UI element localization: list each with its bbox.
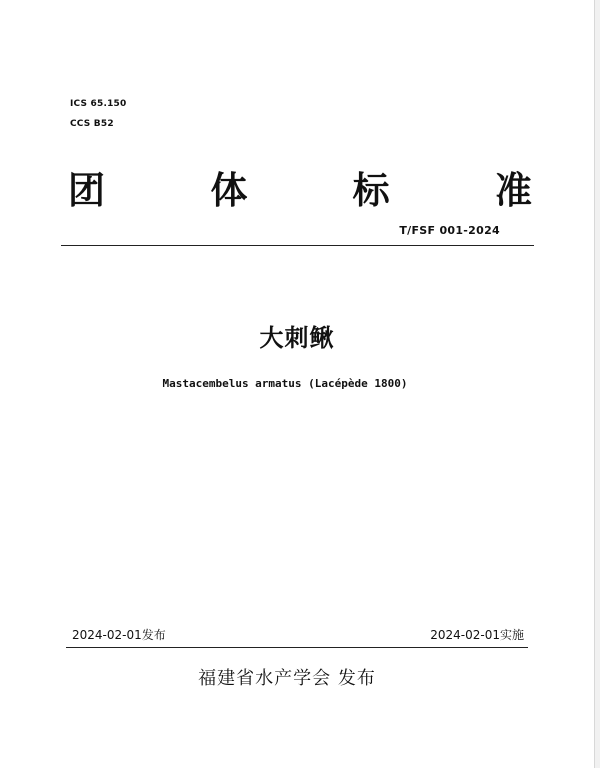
top-divider xyxy=(61,245,534,246)
doc-type-char: 标 xyxy=(352,168,390,212)
ccs-code: CCS B52 xyxy=(70,119,114,129)
doc-type-char: 团 xyxy=(68,168,105,212)
bottom-divider xyxy=(66,647,528,648)
page-edge xyxy=(594,0,600,768)
implement-date: 2024-02-01实施 xyxy=(430,628,524,642)
publisher: 福建省水产学会 发布 xyxy=(198,668,376,689)
standard-title-chinese: 大刺鳅 xyxy=(259,324,335,352)
publish-date: 2024-02-01发布 xyxy=(72,628,166,642)
standard-number: T/FSF 001-2024 xyxy=(399,224,500,237)
standard-title-latin: Mastacembelus armatus (Lacépède 1800) xyxy=(162,377,408,390)
doc-type-char: 体 xyxy=(210,168,248,212)
ics-code: ICS 65.150 xyxy=(70,99,127,109)
document-type-heading xyxy=(68,164,532,216)
doc-type-char: 准 xyxy=(494,168,532,212)
